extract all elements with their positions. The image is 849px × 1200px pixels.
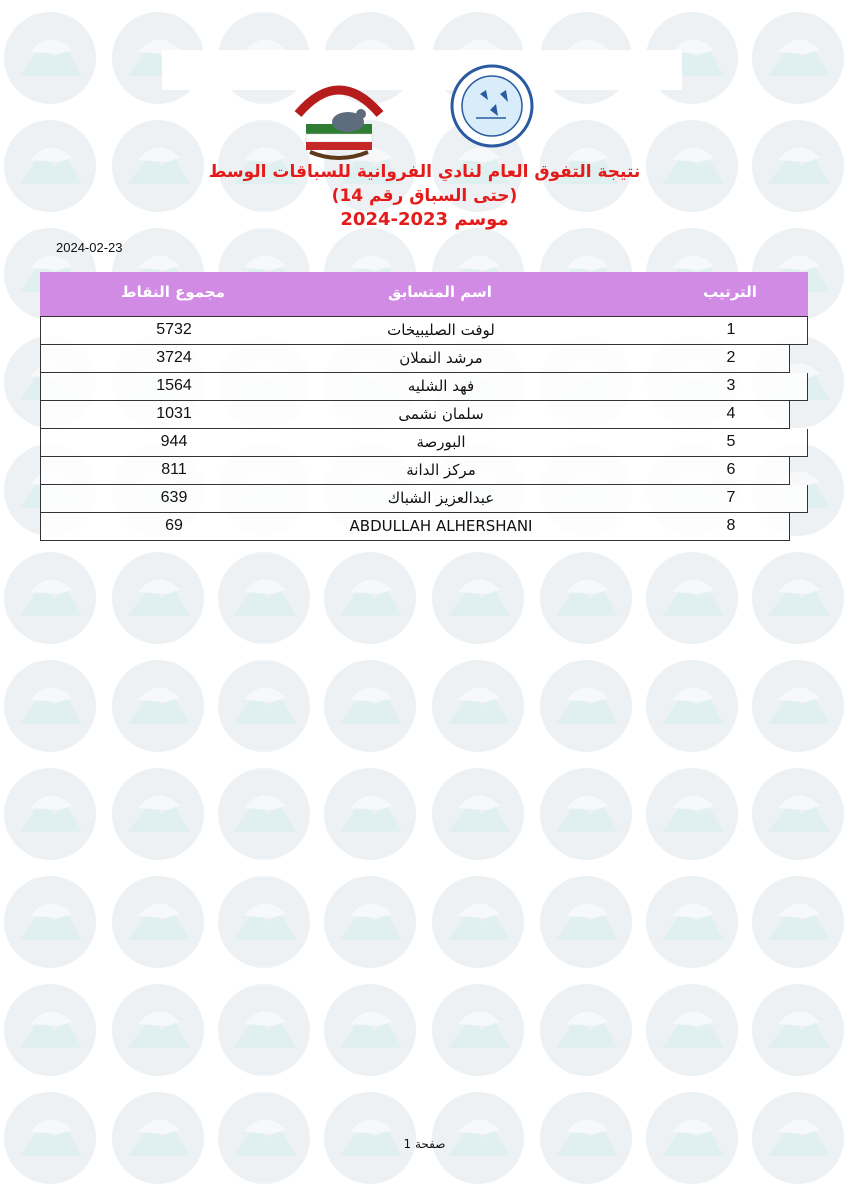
- row-points: 944: [160, 433, 188, 450]
- table-row: [40, 345, 790, 373]
- row-rank: 3: [726, 377, 736, 394]
- row-name: سلمان نشمى: [398, 405, 484, 423]
- row-name: مركز الدانة: [406, 461, 476, 479]
- row-points: 5732: [156, 321, 192, 338]
- title-line-1: نتيجة التفوق العام لنادي الفروانية للسباقات الوسط: [208, 162, 641, 182]
- column-header-points: مجموع النقاط: [121, 283, 225, 301]
- row-name: عبدالعزيز الشباك: [387, 489, 495, 507]
- logos: [0, 58, 849, 162]
- row-rank: 2: [726, 349, 736, 366]
- row-rank: 5: [726, 433, 736, 450]
- row-points: 3724: [156, 349, 192, 366]
- row-name: لوفت الصليبيخات: [387, 321, 495, 339]
- title-line-2: (حتى السباق رقم 14): [331, 186, 518, 206]
- table-row: [40, 316, 808, 345]
- kuwait-racing-club-logo: [288, 72, 390, 162]
- row-name: فهد الشليه: [407, 377, 475, 395]
- table-header: [40, 272, 808, 316]
- table-row: [40, 485, 808, 513]
- row-points: 811: [161, 461, 187, 478]
- row-rank: 1: [726, 321, 736, 338]
- row-rank: 8: [726, 517, 736, 534]
- row-points: 639: [160, 489, 188, 506]
- report-date: 2024-02-23: [56, 240, 123, 255]
- row-name: البورصة: [416, 433, 466, 451]
- column-header-rank: الترتيب: [703, 283, 757, 301]
- table-row: [40, 457, 790, 485]
- row-rank: 4: [726, 405, 736, 422]
- table-row: [40, 429, 808, 457]
- table-row: [40, 373, 808, 401]
- table-row: [40, 401, 790, 429]
- row-rank: 6: [726, 461, 736, 478]
- results-table: [40, 272, 808, 541]
- report-title: [0, 160, 849, 232]
- row-rank: 7: [726, 489, 736, 506]
- row-name: ABDULLAH ALHERSHANI: [349, 517, 533, 535]
- row-points: 1031: [156, 405, 192, 422]
- row-points: 1564: [156, 377, 192, 394]
- farwaniya-club-logo: [450, 64, 534, 148]
- row-name: مرشد النملان: [399, 349, 483, 367]
- column-header-name: اسم المتسابق: [388, 283, 492, 301]
- row-points: 69: [165, 517, 183, 534]
- title-line-3: موسم 2023-2024: [340, 209, 509, 230]
- page-number: صفحة 1: [403, 1137, 446, 1151]
- table-row: [40, 513, 790, 541]
